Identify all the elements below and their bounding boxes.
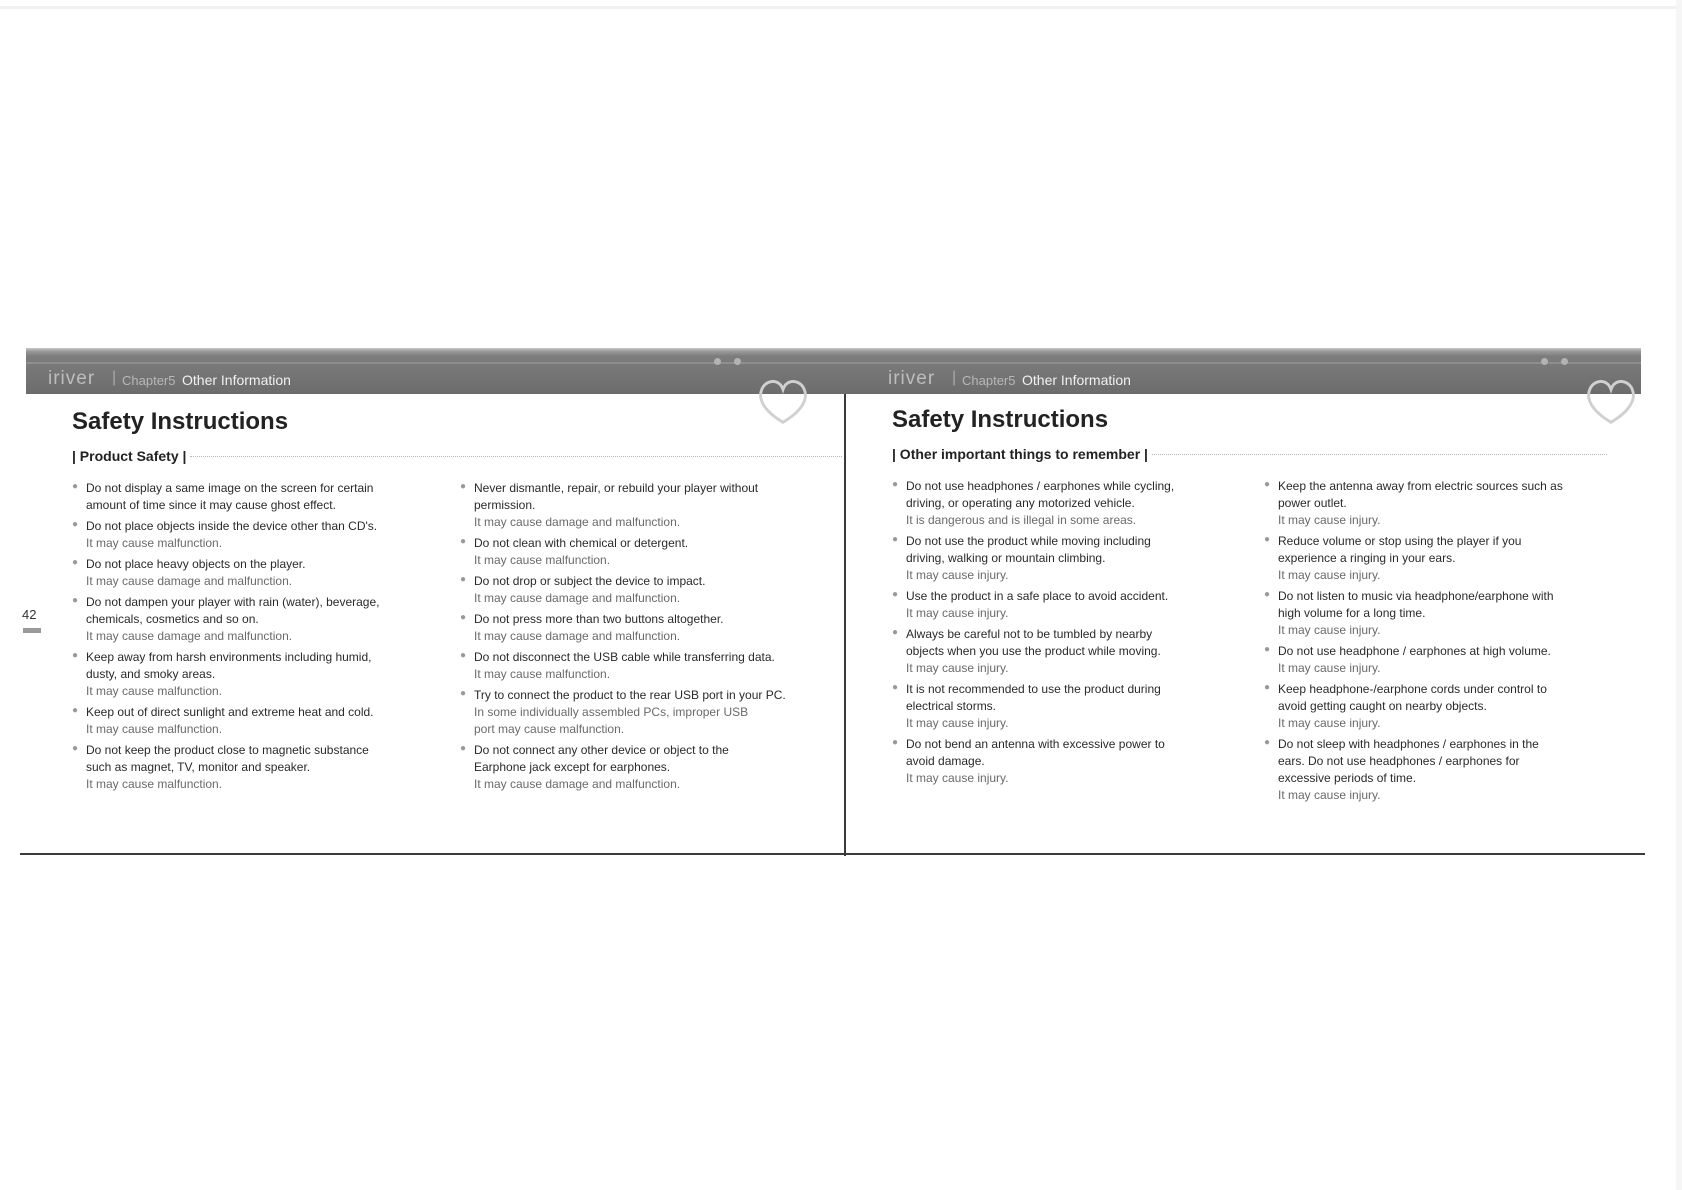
section-heading: | Other important things to remember |	[892, 446, 1148, 462]
item-note: It may cause injury.	[1278, 716, 1381, 730]
item-text: Try to connect the product to the rear USB port in your PC.	[474, 688, 786, 702]
list-item	[1264, 588, 1634, 639]
right-column-2	[1264, 478, 1634, 808]
item-note: It may cause injury.	[1278, 568, 1381, 582]
item-note: It may cause damage and malfunction.	[474, 591, 681, 605]
list-item	[892, 478, 1232, 529]
list-item	[1264, 478, 1634, 529]
bullet-dot: ●	[1264, 737, 1271, 748]
item-text: Do not display a same image on the screen for certain amount of time since it may cause ghost effect.	[86, 481, 374, 512]
list-item	[72, 480, 432, 514]
header-separator: |	[952, 369, 957, 386]
bullet-dot: ●	[460, 743, 467, 754]
bullet-dot: ●	[72, 705, 79, 716]
bullet-dot: ●	[892, 479, 899, 490]
section-heading: | Product Safety |	[72, 448, 187, 464]
list-item	[72, 704, 432, 738]
list-item	[72, 556, 432, 590]
item-text: Do not clean with chemical or detergent.	[474, 536, 689, 550]
section-heading-row	[72, 446, 842, 466]
page-number: 42	[22, 607, 37, 622]
item-text: Do not connect any other device or object to the Earphone jack except for earphones.	[474, 743, 729, 774]
dot	[734, 358, 741, 365]
list-item	[1264, 736, 1634, 804]
item-note: It may cause injury.	[906, 771, 1009, 785]
right-column-1	[892, 478, 1232, 791]
item-note: It may cause damage and malfunction.	[474, 629, 681, 643]
list-item	[460, 649, 840, 683]
item-text: Do not keep the product close to magnetic substance such as magnet, TV, monitor and speaker.	[86, 743, 369, 774]
item-text: Do not use the product while moving including driving, walking or mountain climbing.	[906, 534, 1151, 565]
dot	[1561, 358, 1568, 365]
item-text: Do not bend an antenna with excessive power to avoid damage.	[906, 737, 1165, 768]
list-item	[1264, 643, 1634, 677]
chapter-title: Other Information	[1022, 372, 1131, 388]
item-note: It may cause damage and malfunction.	[474, 515, 681, 529]
item-note: It may cause injury.	[1278, 661, 1381, 675]
iriver-logo: iriver	[888, 368, 936, 389]
bullet-dot: ●	[892, 534, 899, 545]
item-text: Use the product in a safe place to avoid accident.	[906, 589, 1169, 603]
item-text: It is not recommended to use the product during electrical storms.	[906, 682, 1161, 713]
bullet-dot: ●	[460, 574, 467, 585]
list-item	[1264, 533, 1634, 584]
list-item	[892, 588, 1232, 622]
item-note: It may cause malfunction.	[86, 684, 223, 698]
list-item	[72, 649, 432, 700]
bullet-dot: ●	[892, 589, 899, 600]
list-item	[460, 611, 840, 645]
item-note: It may cause malfunction.	[86, 722, 223, 736]
bullet-dot: ●	[892, 627, 899, 638]
item-note: It may cause malfunction.	[86, 536, 223, 550]
item-text: Never dismantle, repair, or rebuild your player without permission.	[474, 481, 759, 512]
list-item	[460, 742, 840, 793]
list-item	[892, 681, 1232, 732]
item-note: It may cause injury.	[906, 716, 1009, 730]
list-item	[892, 533, 1232, 584]
header-dots	[714, 358, 754, 366]
item-note: It may cause injury.	[1278, 513, 1381, 527]
section-heading-row	[892, 444, 1607, 464]
item-note: It may cause damage and malfunction.	[474, 777, 681, 791]
item-text: Do not dampen your player with rain (water), beverage, chemicals, cosmetics and so on.	[86, 595, 380, 626]
list-item	[892, 626, 1232, 677]
item-note: It may cause damage and malfunction.	[86, 574, 293, 588]
item-note: It may cause injury.	[906, 606, 1009, 620]
item-text: Reduce volume or stop using the player if you experience a ringing in your ears.	[1278, 534, 1522, 565]
item-note: It may cause malfunction.	[86, 777, 223, 791]
page-title: Safety Instructions	[892, 406, 1109, 433]
header-line	[846, 362, 1641, 364]
item-note: It may cause injury.	[1278, 788, 1381, 802]
header-separator: |	[112, 369, 117, 386]
bullet-dot: ●	[72, 743, 79, 754]
bottom-rule	[20, 853, 1645, 855]
item-text: Do not drop or subject the device to impact.	[474, 574, 706, 588]
item-note: It may cause injury.	[906, 661, 1009, 675]
chapter-number: Chapter5	[962, 373, 1016, 388]
bullet-dot: ●	[892, 682, 899, 693]
item-text: Do not disconnect the USB cable while transferring data.	[474, 650, 775, 664]
item-text: Do not use headphones / earphones while cycling, driving, or operating any motorized vehicle.	[906, 479, 1175, 510]
bullet-dot: ●	[460, 481, 467, 492]
list-item	[460, 535, 840, 569]
list-item	[892, 736, 1232, 787]
item-text: Do not sleep with headphones / earphones in the ears. Do not use headphones / earphones for excessive periods of time.	[1278, 737, 1539, 785]
item-note: It may cause injury.	[1278, 623, 1381, 637]
item-text: Keep headphone-/earphone cords under control to avoid getting caught on nearby objects.	[1278, 682, 1547, 713]
right-page	[846, 348, 1641, 853]
header-dots	[1541, 358, 1581, 366]
item-text: Keep away from harsh environments including humid, dusty, and smoky areas.	[86, 650, 372, 681]
dotted-leader	[1152, 454, 1607, 455]
item-text: Always be careful not to be tumbled by nearby objects when you use the product while moving.	[906, 627, 1161, 658]
item-note: It may cause damage and malfunction.	[86, 629, 293, 643]
bullet-dot: ●	[460, 536, 467, 547]
iriver-logo: iriver	[48, 368, 96, 389]
dot	[1541, 358, 1548, 365]
bullet-dot: ●	[460, 612, 467, 623]
bullet-dot: ●	[892, 737, 899, 748]
page-title: Safety Instructions	[72, 408, 289, 435]
list-item	[72, 742, 432, 793]
list-item	[72, 518, 432, 552]
bullet-dot: ●	[1264, 644, 1271, 655]
item-text: Keep the antenna away from electric sources such as power outlet.	[1278, 479, 1563, 510]
bullet-dot: ●	[72, 595, 79, 606]
bullet-dot: ●	[1264, 589, 1271, 600]
left-column-2	[460, 480, 840, 797]
chapter-header-bar	[26, 348, 846, 394]
item-note: It may cause malfunction.	[474, 667, 611, 681]
item-note: In some individually assembled PCs, improper USB port may cause malfunction.	[474, 705, 749, 736]
item-note: It may cause injury.	[906, 568, 1009, 582]
bullet-dot: ●	[460, 650, 467, 661]
chapter-number: Chapter5	[122, 373, 176, 388]
dot	[714, 358, 721, 365]
scan-top-edge	[0, 6, 1682, 9]
left-page	[26, 348, 846, 853]
list-item	[460, 573, 840, 607]
scan-right-edge	[1676, 0, 1682, 1190]
item-text: Do not listen to music via headphone/earphone with high volume for a long time.	[1278, 589, 1554, 620]
list-item	[72, 594, 432, 645]
item-note: It may cause malfunction.	[474, 553, 611, 567]
item-text: Do not place heavy objects on the player.	[86, 557, 306, 571]
item-note: It is dangerous and is illegal in some areas.	[906, 513, 1137, 527]
item-text: Do not use headphone / earphones at high volume.	[1278, 644, 1551, 658]
bullet-dot: ●	[1264, 479, 1271, 490]
bullet-dot: ●	[72, 650, 79, 661]
list-item	[460, 480, 840, 531]
item-text: Do not place objects inside the device other than CD's.	[86, 519, 378, 533]
item-text: Do not press more than two buttons altogether.	[474, 612, 724, 626]
bullet-dot: ●	[72, 519, 79, 530]
chapter-title: Other Information	[182, 372, 291, 388]
list-item	[1264, 681, 1634, 732]
bullet-dot: ●	[1264, 534, 1271, 545]
bullet-dot: ●	[460, 688, 467, 699]
list-item	[460, 687, 840, 738]
bullet-dot: ●	[72, 481, 79, 492]
heart-outline-icon	[754, 372, 812, 430]
dotted-leader	[190, 456, 842, 457]
left-column-1	[72, 480, 432, 797]
bullet-dot: ●	[1264, 682, 1271, 693]
bullet-dot: ●	[72, 557, 79, 568]
heart-outline-icon	[1582, 372, 1640, 430]
chapter-header-bar	[846, 348, 1641, 394]
item-text: Keep out of direct sunlight and extreme heat and cold.	[86, 705, 374, 719]
page-number-mark	[23, 628, 41, 633]
